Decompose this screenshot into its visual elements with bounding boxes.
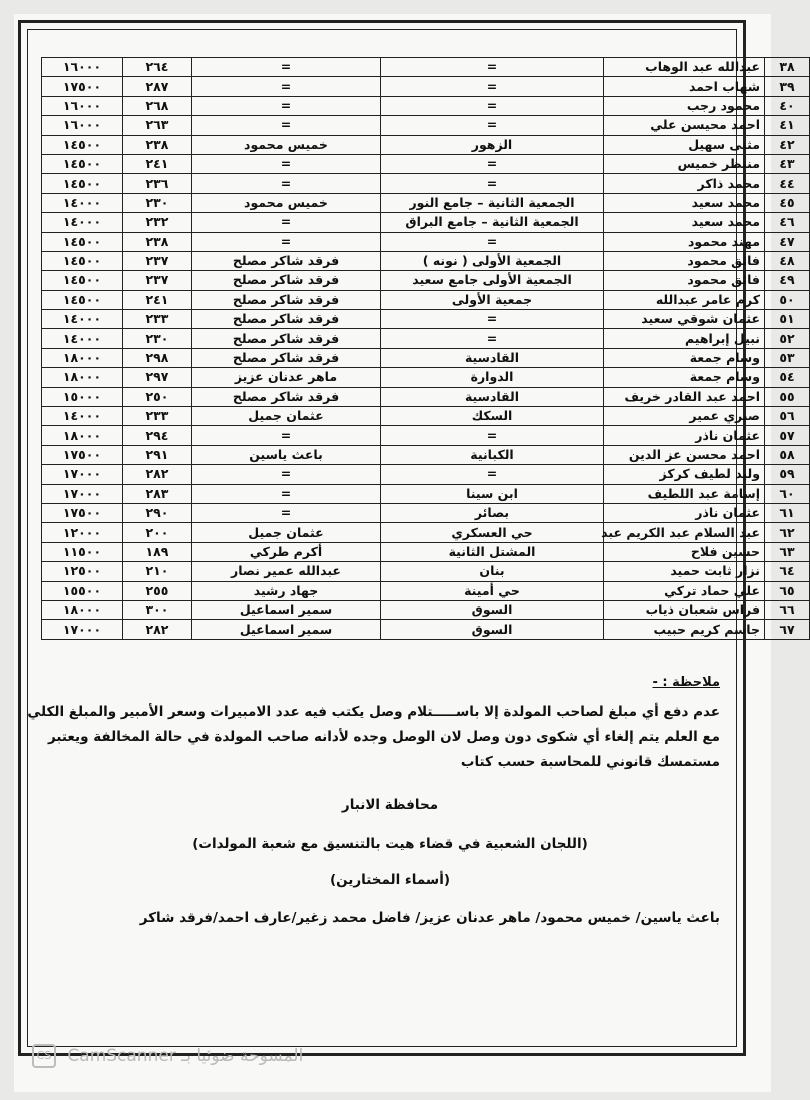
amount-cell: ١٤٥٠٠ bbox=[42, 290, 123, 309]
amount-cell: ١١٥٠٠ bbox=[42, 542, 123, 561]
amount-cell: ١٤٥٠٠ bbox=[42, 232, 123, 251]
amperes-cell: ٢٤١ bbox=[123, 290, 192, 309]
amperes-cell: ١٨٩ bbox=[123, 542, 192, 561]
amperes-cell: ٢٩٠ bbox=[123, 503, 192, 522]
generator-owner-cell: سمير اسماعيل bbox=[192, 600, 381, 619]
row-number-cell: ٥٤ bbox=[765, 368, 810, 387]
row-number-cell: ٤٨ bbox=[765, 251, 810, 270]
table-row bbox=[42, 562, 810, 581]
name-cell: فائق محمود bbox=[604, 251, 765, 270]
row-number-cell: ٦٧ bbox=[765, 620, 810, 639]
row-number-cell: ٤٤ bbox=[765, 174, 810, 193]
row-number-cell: ٤٠ bbox=[765, 96, 810, 115]
table-row bbox=[42, 600, 810, 619]
row-number-cell: ٣٨ bbox=[765, 58, 810, 77]
location-cell: الجمعية الثانية – جامع البراق bbox=[381, 213, 604, 232]
row-number-cell: ٥٧ bbox=[765, 426, 810, 445]
table-row bbox=[42, 193, 810, 212]
note-heading: ملاحظة : - bbox=[652, 675, 720, 690]
amperes-cell: ٢٣٢ bbox=[123, 213, 192, 232]
row-number-cell: ٣٩ bbox=[765, 77, 810, 96]
name-cell: محمود رجب bbox=[604, 96, 765, 115]
amperes-cell: ٢٣٣ bbox=[123, 407, 192, 426]
name-cell: شهاب احمد bbox=[604, 77, 765, 96]
location-cell: = bbox=[381, 329, 604, 348]
generator-owner-cell: جهاد رشيد bbox=[192, 581, 381, 600]
table-row bbox=[42, 135, 810, 154]
amperes-cell: ٢٣٠ bbox=[123, 193, 192, 212]
row-number-cell: ٦٦ bbox=[765, 600, 810, 619]
generator-owner-cell: = bbox=[192, 154, 381, 173]
amperes-cell: ٢٨٢ bbox=[123, 465, 192, 484]
generator-owner-cell: = bbox=[192, 116, 381, 135]
amperes-cell: ٢٣٨ bbox=[123, 232, 192, 251]
table-row bbox=[42, 232, 810, 251]
name-cell: منتظر خميس bbox=[604, 154, 765, 173]
amount-cell: ١٦٠٠٠ bbox=[42, 116, 123, 135]
amount-cell: ١٥٥٠٠ bbox=[42, 581, 123, 600]
name-cell: عبد السلام عبد الكريم عبد bbox=[604, 523, 765, 542]
table-row bbox=[42, 116, 810, 135]
generator-owner-cell: = bbox=[192, 484, 381, 503]
generator-owner-cell: خميس محمود bbox=[192, 193, 381, 212]
amount-cell: ١٨٠٠٠ bbox=[42, 368, 123, 387]
amperes-cell: ٢٥٥ bbox=[123, 581, 192, 600]
table-body bbox=[42, 58, 810, 640]
name-cell: محمد سعيد bbox=[604, 193, 765, 212]
generator-owner-cell: عبدالله عمير نصار bbox=[192, 562, 381, 581]
generator-owner-cell: خميس محمود bbox=[192, 135, 381, 154]
generator-owner-cell: فرقد شاكر مصلح bbox=[192, 310, 381, 329]
location-cell: بنان bbox=[381, 562, 604, 581]
name-cell: احمد محسن عز الدين bbox=[604, 445, 765, 464]
table-row bbox=[42, 96, 810, 115]
amount-cell: ١٤٥٠٠ bbox=[42, 174, 123, 193]
amount-cell: ١٤٠٠٠ bbox=[42, 329, 123, 348]
generator-owner-cell: فرقد شاكر مصلح bbox=[192, 290, 381, 309]
location-cell: السوق bbox=[381, 620, 604, 639]
name-cell: فراس شعبان ذياب bbox=[604, 600, 765, 619]
amount-cell: ١٧٠٠٠ bbox=[42, 484, 123, 503]
location-cell: = bbox=[381, 174, 604, 193]
row-number-cell: ٦١ bbox=[765, 503, 810, 522]
location-cell: الدوارة bbox=[381, 368, 604, 387]
signers-line: باعث ياسين/ خميس محمود/ ماهر عدنان عزيز/ فاضل محمد زغير/عارف احمد/فرقد شاكر bbox=[139, 910, 720, 926]
row-number-cell: ٥٩ bbox=[765, 465, 810, 484]
location-cell: القادسية bbox=[381, 348, 604, 367]
name-cell: عثمان شوقي سعيد bbox=[604, 310, 765, 329]
amperes-cell: ٢٩٤ bbox=[123, 426, 192, 445]
amount-cell: ١٧٥٠٠ bbox=[42, 503, 123, 522]
generator-owner-cell: = bbox=[192, 96, 381, 115]
location-cell: الكبانية bbox=[381, 445, 604, 464]
name-cell: إسامة عبد اللطيف bbox=[604, 484, 765, 503]
amount-cell: ١٤٥٠٠ bbox=[42, 251, 123, 270]
amperes-cell: ٣٠٠ bbox=[123, 600, 192, 619]
row-number-cell: ٥٢ bbox=[765, 329, 810, 348]
table-row bbox=[42, 271, 810, 290]
location-cell: ابن سينا bbox=[381, 484, 604, 503]
amperes-cell: ٢٣٣ bbox=[123, 310, 192, 329]
table-row bbox=[42, 154, 810, 173]
scanner-watermark-text: CamScanner المسوحة ضوئيا بـ bbox=[67, 1046, 304, 1066]
row-number-cell: ٤٦ bbox=[765, 213, 810, 232]
amount-cell: ١٧٥٠٠ bbox=[42, 445, 123, 464]
generator-owner-cell: أكرم طركي bbox=[192, 542, 381, 561]
amperes-cell: ٢٠٠ bbox=[123, 523, 192, 542]
location-cell: حي العسكري bbox=[381, 523, 604, 542]
scanner-watermark bbox=[32, 1044, 362, 1066]
generator-owner-cell: = bbox=[192, 58, 381, 77]
amount-cell: ١٦٠٠٠ bbox=[42, 96, 123, 115]
amperes-cell: ٢٨٢ bbox=[123, 620, 192, 639]
name-cell: وليد لطيف كركز bbox=[604, 465, 765, 484]
table-row bbox=[42, 77, 810, 96]
row-number-cell: ٥٣ bbox=[765, 348, 810, 367]
amount-cell: ١٨٠٠٠ bbox=[42, 600, 123, 619]
row-number-cell: ٥٦ bbox=[765, 407, 810, 426]
generator-owner-cell: فرقد شاكر مصلح bbox=[192, 329, 381, 348]
amount-cell: ١٤٠٠٠ bbox=[42, 193, 123, 212]
name-cell: احمد محيسن علي bbox=[604, 116, 765, 135]
amperes-cell: ٢٦٣ bbox=[123, 116, 192, 135]
committee-line: (اللجان الشعبية في قضاء هيت بالتنسيق مع شعبة المولدات) bbox=[192, 836, 588, 852]
row-number-cell: ٥٥ bbox=[765, 387, 810, 406]
table-row bbox=[42, 368, 810, 387]
location-cell: حي أمينة bbox=[381, 581, 604, 600]
table-row bbox=[42, 348, 810, 367]
row-number-cell: ٤٥ bbox=[765, 193, 810, 212]
generator-owner-cell: سمير اسماعيل bbox=[192, 620, 381, 639]
amperes-cell: ٢٦٨ bbox=[123, 96, 192, 115]
name-cell: حسين فلاح bbox=[604, 542, 765, 561]
row-number-cell: ٦٠ bbox=[765, 484, 810, 503]
amperes-cell: ٢٣٨ bbox=[123, 135, 192, 154]
generator-owner-cell: = bbox=[192, 174, 381, 193]
location-cell: بصائر bbox=[381, 503, 604, 522]
location-cell: الزهور bbox=[381, 135, 604, 154]
amount-cell: ١٢٥٠٠ bbox=[42, 562, 123, 581]
amperes-cell: ٢٩٧ bbox=[123, 368, 192, 387]
location-cell: القادسية bbox=[381, 387, 604, 406]
location-cell: = bbox=[381, 426, 604, 445]
amount-cell: ١٤٠٠٠ bbox=[42, 407, 123, 426]
row-number-cell: ٥٨ bbox=[765, 445, 810, 464]
generator-owner-cell: عثمان جميل bbox=[192, 523, 381, 542]
name-cell: علي حماد تركي bbox=[604, 581, 765, 600]
amount-cell: ١٥٠٠٠ bbox=[42, 387, 123, 406]
name-cell: كرم عامر عبدالله bbox=[604, 290, 765, 309]
table-row bbox=[42, 387, 810, 406]
amperes-cell: ٢٣٧ bbox=[123, 251, 192, 270]
row-number-cell: ٥١ bbox=[765, 310, 810, 329]
table-row bbox=[42, 329, 810, 348]
location-cell: = bbox=[381, 465, 604, 484]
name-cell: مثنى سهيل bbox=[604, 135, 765, 154]
generators-table bbox=[41, 57, 810, 640]
name-cell: احمد عبد القادر خريف bbox=[604, 387, 765, 406]
name-cell: وسام جمعة bbox=[604, 348, 765, 367]
generator-owner-cell: = bbox=[192, 503, 381, 522]
amperes-cell: ٢٣٠ bbox=[123, 329, 192, 348]
table-row bbox=[42, 407, 810, 426]
table-row bbox=[42, 523, 810, 542]
location-cell: المشتل الثانية bbox=[381, 542, 604, 561]
note-body bbox=[27, 700, 720, 775]
table-row bbox=[42, 213, 810, 232]
amount-cell: ١٤٠٠٠ bbox=[42, 310, 123, 329]
location-cell: = bbox=[381, 96, 604, 115]
row-number-cell: ٦٢ bbox=[765, 523, 810, 542]
row-number-cell: ٤٩ bbox=[765, 271, 810, 290]
generator-owner-cell: = bbox=[192, 232, 381, 251]
amperes-cell: ٢١٠ bbox=[123, 562, 192, 581]
amperes-cell: ٢٤١ bbox=[123, 154, 192, 173]
location-cell: السكك bbox=[381, 407, 604, 426]
table-row bbox=[42, 484, 810, 503]
camscanner-icon: CS bbox=[32, 1044, 56, 1068]
row-number-cell: ٤١ bbox=[765, 116, 810, 135]
table-row bbox=[42, 503, 810, 522]
location-cell: الجمعية الثانية – جامع النور bbox=[381, 193, 604, 212]
generator-owner-cell: = bbox=[192, 426, 381, 445]
amperes-cell: ٢٥٠ bbox=[123, 387, 192, 406]
amount-cell: ١٦٠٠٠ bbox=[42, 58, 123, 77]
name-cell: فائق محمود bbox=[604, 271, 765, 290]
generator-owner-cell: = bbox=[192, 465, 381, 484]
generator-owner-cell: باعث ياسين bbox=[192, 445, 381, 464]
amount-cell: ١٨٠٠٠ bbox=[42, 426, 123, 445]
location-cell: الجمعية الأولى جامع سعيد bbox=[381, 271, 604, 290]
amount-cell: ١٢٠٠٠ bbox=[42, 523, 123, 542]
amperes-cell: ٢٣٦ bbox=[123, 174, 192, 193]
note-line: عدم دفع أي مبلغ لصاحب المولدة إلا باســـــتلام وصل يكتب فيه عدد الامبيرات وسعر الأمبير والمبلغ الكلي bbox=[27, 704, 720, 720]
name-cell: جاسم كريم حبيب bbox=[604, 620, 765, 639]
generator-owner-cell: ماهر عدنان عزيز bbox=[192, 368, 381, 387]
location-cell: = bbox=[381, 154, 604, 173]
location-cell: = bbox=[381, 116, 604, 135]
name-cell: نبيل إبراهيم bbox=[604, 329, 765, 348]
name-cell: عثمان ناذر bbox=[604, 503, 765, 522]
name-cell: نزار ثابت حميد bbox=[604, 562, 765, 581]
table-row bbox=[42, 174, 810, 193]
location-cell: = bbox=[381, 77, 604, 96]
table-row bbox=[42, 290, 810, 309]
row-number-cell: ٥٠ bbox=[765, 290, 810, 309]
amount-cell: ١٤٥٠٠ bbox=[42, 154, 123, 173]
governorate-title: محافظة الانبار bbox=[341, 797, 439, 813]
row-number-cell: ٦٥ bbox=[765, 581, 810, 600]
generator-owner-cell: عثمان جميل bbox=[192, 407, 381, 426]
amount-cell: ١٧٠٠٠ bbox=[42, 620, 123, 639]
table-row bbox=[42, 58, 810, 77]
generator-owner-cell: فرقد شاكر مصلح bbox=[192, 251, 381, 270]
note-line: مستمسك قانوني للمحاسبة حسب كتاب bbox=[460, 754, 720, 770]
amperes-cell: ٢٩٨ bbox=[123, 348, 192, 367]
table-row bbox=[42, 445, 810, 464]
table-row bbox=[42, 465, 810, 484]
location-cell: = bbox=[381, 310, 604, 329]
amount-cell: ١٨٠٠٠ bbox=[42, 348, 123, 367]
amperes-cell: ٢٦٤ bbox=[123, 58, 192, 77]
amperes-cell: ٢٨٧ bbox=[123, 77, 192, 96]
amount-cell: ١٧٥٠٠ bbox=[42, 77, 123, 96]
table-row bbox=[42, 426, 810, 445]
row-number-cell: ٦٤ bbox=[765, 562, 810, 581]
name-cell: صبري عمير bbox=[604, 407, 765, 426]
amperes-cell: ٢٣٧ bbox=[123, 271, 192, 290]
table-row bbox=[42, 542, 810, 561]
location-cell: جمعية الأولى bbox=[381, 290, 604, 309]
amount-cell: ١٤٠٠٠ bbox=[42, 213, 123, 232]
name-cell: عثمان ناذر bbox=[604, 426, 765, 445]
names-heading: (أسماء المختارين) bbox=[329, 872, 450, 888]
location-cell: الجمعية الأولى ( نونه ) bbox=[381, 251, 604, 270]
table-row bbox=[42, 310, 810, 329]
generator-owner-cell: = bbox=[192, 77, 381, 96]
table-row bbox=[42, 581, 810, 600]
row-number-cell: ٤٧ bbox=[765, 232, 810, 251]
table-row bbox=[42, 251, 810, 270]
location-cell: = bbox=[381, 58, 604, 77]
row-number-cell: ٤٢ bbox=[765, 135, 810, 154]
location-cell: = bbox=[381, 232, 604, 251]
generator-owner-cell: فرقد شاكر مصلح bbox=[192, 387, 381, 406]
generator-owner-cell: = bbox=[192, 213, 381, 232]
amperes-cell: ٢٨٣ bbox=[123, 484, 192, 503]
name-cell: وسام جمعة bbox=[604, 368, 765, 387]
amount-cell: ١٧٠٠٠ bbox=[42, 465, 123, 484]
note-line: مع العلم يتم إلغاء أي شكوى دون وصل لان الوصل وجده لأدانه صاحب المولدة في حالة المخالفة ويعتبر bbox=[48, 729, 720, 745]
row-number-cell: ٤٣ bbox=[765, 154, 810, 173]
name-cell: محمد سعيد bbox=[604, 213, 765, 232]
table-row bbox=[42, 620, 810, 639]
row-number-cell: ٦٣ bbox=[765, 542, 810, 561]
amount-cell: ١٤٥٠٠ bbox=[42, 135, 123, 154]
location-cell: السوق bbox=[381, 600, 604, 619]
name-cell: محمد ذاكر bbox=[604, 174, 765, 193]
amount-cell: ١٤٥٠٠ bbox=[42, 271, 123, 290]
generator-owner-cell: فرقد شاكر مصلح bbox=[192, 348, 381, 367]
amperes-cell: ٢٩١ bbox=[123, 445, 192, 464]
name-cell: مهند محمود bbox=[604, 232, 765, 251]
generator-owner-cell: فرقد شاكر مصلح bbox=[192, 271, 381, 290]
name-cell: عبدالله عبد الوهاب bbox=[604, 58, 765, 77]
